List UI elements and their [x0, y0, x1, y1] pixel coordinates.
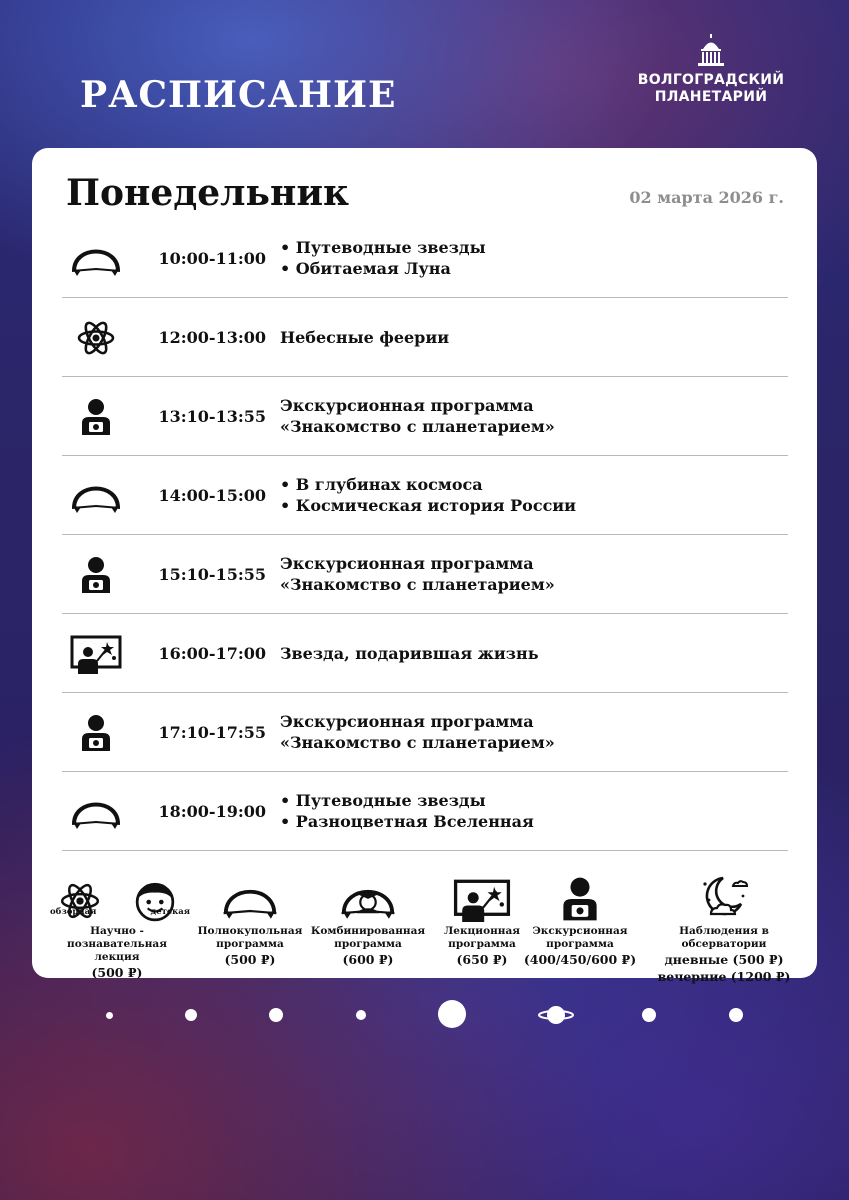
legend-sub-left: обзорная: [50, 907, 97, 917]
moon-cloud-icon: [697, 874, 751, 922]
logo-line-2: ПЛАНЕТАРИЙ: [654, 89, 768, 105]
legend-price: дневные (500 ₽): [664, 952, 784, 967]
program-title: «Знакомство с планетарием»: [280, 733, 555, 752]
program-title: Небесные феерии: [280, 327, 450, 347]
row-time: 18:00-19:00: [158, 801, 266, 821]
legend-label: Наблюдения в обсерватории: [679, 925, 769, 950]
dome-icon: [62, 219, 130, 298]
legend-label: Научно - познавательная: [67, 925, 167, 950]
row-programs: [280, 474, 576, 516]
row-programs: [280, 553, 555, 595]
schedule-list: [62, 219, 788, 851]
legend-label: программа: [448, 938, 516, 950]
program-title: «Знакомство с планетарием»: [280, 575, 555, 594]
legend-price: (650 ₽): [456, 952, 508, 967]
dome-icon: [62, 772, 130, 851]
row-programs: [280, 237, 486, 279]
row-time: 14:00-15:00: [158, 485, 266, 505]
legend-label: Лекционная: [443, 925, 521, 937]
lecture-icon: [452, 878, 512, 922]
program-title: «Знакомство с планетарием»: [280, 417, 555, 436]
schedule-card: [32, 148, 817, 984]
star-dot: [269, 1008, 283, 1022]
legend-sci-pop: [42, 874, 192, 981]
schedule-row: [62, 298, 788, 377]
guide-icon: [561, 876, 599, 922]
day-title: Понедельник: [66, 172, 350, 214]
row-programs: [280, 395, 555, 437]
planetarium-building-icon: [694, 34, 728, 68]
schedule-row: [62, 219, 788, 298]
legend-price: вечерние (1200 ₽): [657, 969, 791, 984]
program-title: Экскурсионная программа: [280, 396, 534, 415]
schedule-row: [62, 377, 788, 456]
program-title: • Разноцветная Вселенная: [280, 812, 534, 831]
star-dot: [729, 1008, 743, 1022]
atom-icon: [62, 298, 130, 377]
dome-icon: [218, 878, 282, 922]
lecture-icon: [62, 614, 130, 693]
row-time: 15:10-15:55: [158, 564, 266, 584]
legend-label: лекция: [94, 951, 140, 963]
legend-price: (500 ₽): [224, 952, 276, 967]
row-programs: [280, 643, 539, 664]
guide-icon: [62, 377, 130, 456]
row-time: 16:00-17:00: [158, 643, 266, 663]
schedule-date: 02 марта 2026 г.: [629, 188, 784, 207]
saturn-icon: [537, 1002, 575, 1028]
star-dot: [185, 1009, 197, 1021]
row-time: 17:10-17:55: [158, 722, 266, 742]
legend-price: (600 ₽): [342, 952, 394, 967]
program-title: Экскурсионная программа: [280, 554, 534, 573]
page-title: РАСПИСАНИЕ: [80, 74, 397, 116]
program-title: • Обитаемая Луна: [280, 259, 451, 278]
guide-icon: [62, 693, 130, 772]
schedule-row: [62, 456, 788, 535]
legend-label: Комбинированная: [310, 925, 426, 937]
star-dot: [356, 1010, 366, 1020]
row-time: 13:10-13:55: [158, 406, 266, 426]
schedule-row: [62, 772, 788, 851]
legend-label: Экскурсионная: [532, 925, 628, 937]
row-programs: [280, 327, 449, 348]
legend-combined: [308, 874, 428, 968]
row-programs: [280, 790, 534, 832]
legend-label: программа: [216, 938, 284, 950]
schedule-row: [62, 614, 788, 693]
legend-sub-right: детская: [150, 907, 190, 917]
dome-icon: [62, 456, 130, 535]
legend: [32, 870, 817, 984]
planet-dot: [438, 1000, 466, 1028]
program-title: Экскурсионная программа: [280, 712, 534, 731]
legend-price: (400/450/600 ₽): [523, 952, 637, 967]
combined-program-icon: [336, 878, 400, 922]
program-title: • Космическая история России: [280, 496, 577, 515]
program-title: Звезда, подарившая жизнь: [280, 643, 539, 663]
legend-label: Полнокупольная: [197, 925, 303, 937]
logo-line-1: ВОЛГОГРАДСКИЙ: [637, 72, 785, 88]
planetarium-logo: [628, 34, 794, 106]
program-title: • В глубинах космоса: [280, 475, 483, 494]
legend-dome: [190, 874, 310, 968]
program-title: • Путеводные звезды: [280, 238, 486, 257]
row-programs: [280, 711, 555, 753]
legend-price: (500 ₽): [91, 965, 143, 980]
guide-icon: [62, 535, 130, 614]
star-dot: [642, 1008, 656, 1022]
schedule-row: [62, 535, 788, 614]
legend-label: программа: [546, 938, 614, 950]
star-dot: [106, 1012, 113, 1019]
legend-excursion: [518, 874, 642, 968]
program-title: • Путеводные звезды: [280, 791, 486, 810]
row-time: 12:00-13:00: [158, 327, 266, 347]
legend-label: программа: [334, 938, 402, 950]
schedule-row: [62, 693, 788, 772]
legend-observatory: [636, 874, 812, 985]
decorative-planets: [0, 980, 849, 1050]
row-time: 10:00-11:00: [158, 248, 266, 268]
